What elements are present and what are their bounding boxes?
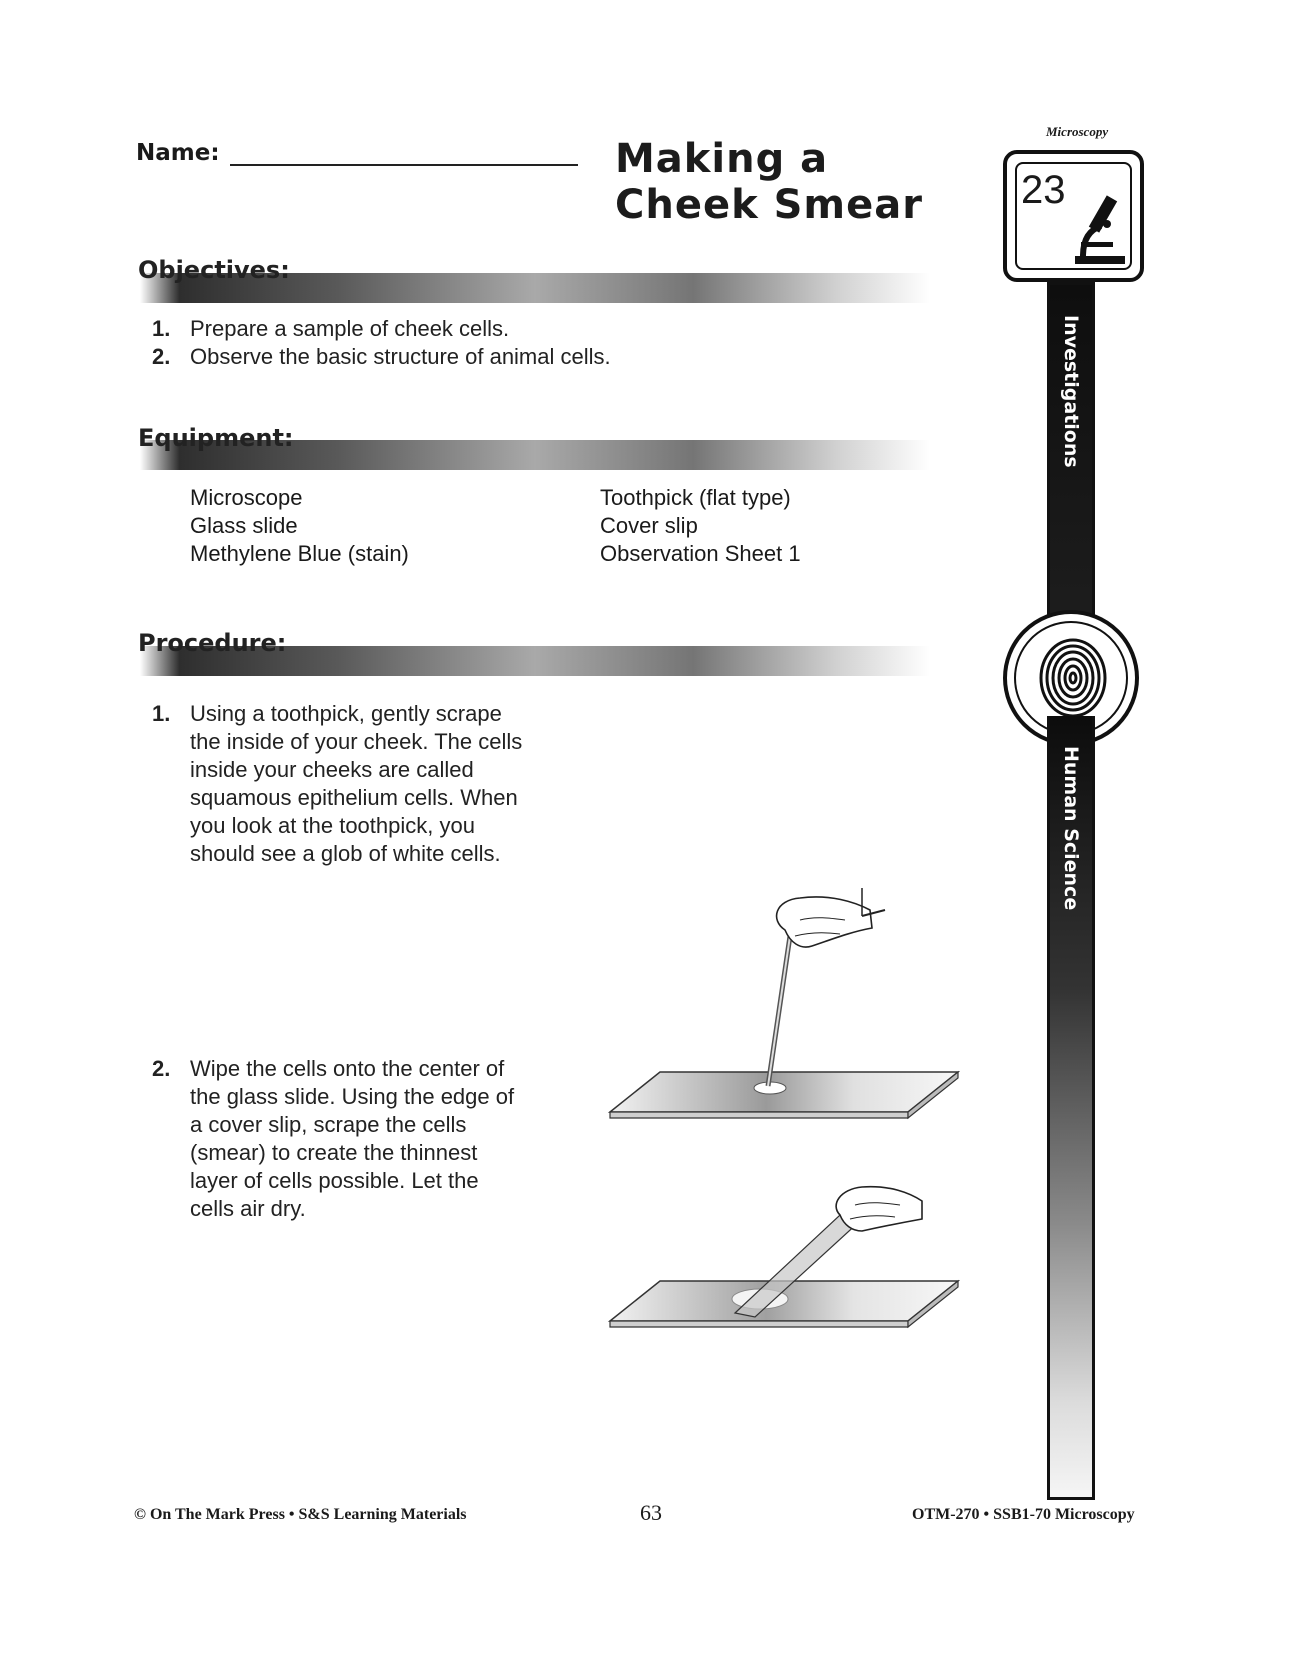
cover-slip-smear-illustration bbox=[600, 1175, 980, 1340]
title-line-2: Cheek Smear bbox=[615, 182, 923, 228]
page-number: 63 bbox=[640, 1500, 662, 1525]
list-item: 1. Prepare a sample of cheek cells. bbox=[152, 316, 510, 341]
equipment-column-1 bbox=[190, 484, 409, 568]
title-line-1: Making a bbox=[615, 136, 829, 182]
list-item: Microscope bbox=[190, 485, 303, 510]
equipment-column-2 bbox=[600, 484, 801, 568]
list-item: Glass slide bbox=[190, 513, 298, 538]
list-item: Observation Sheet 1 bbox=[600, 541, 801, 566]
activity-number: 23 bbox=[1021, 168, 1066, 212]
list-item: Cover slip bbox=[600, 513, 698, 538]
list-item: Methylene Blue (stain) bbox=[190, 541, 409, 566]
toothpick-slide-illustration bbox=[600, 880, 980, 1130]
footer-product-code: OTM-270 • SSB1-70 Microscopy bbox=[912, 1506, 1135, 1523]
name-label: Name: bbox=[136, 140, 220, 166]
list-item: Toothpick (flat type) bbox=[600, 485, 791, 510]
list-item: 2. Observe the basic structure of animal cells. bbox=[152, 344, 611, 369]
side-strip-top bbox=[1047, 282, 1095, 622]
activity-number-badge bbox=[1003, 150, 1144, 282]
name-input-line[interactable] bbox=[230, 164, 578, 166]
procedure-step-2: 2. Wipe the cells onto the center of the glass slide. Using the edge of a cover slip, scrape the cells (smear) to create the thinnest layer of cells possible. Let the cells air dry. bbox=[152, 1056, 515, 1221]
page-title bbox=[615, 136, 923, 228]
equipment-heading: Equipment: bbox=[138, 424, 294, 452]
procedure-heading: Procedure: bbox=[138, 629, 287, 657]
procedure-step-1: 1. Using a toothpick, gently scrape the inside of your cheek. The cells inside your cheeks are called squamous epithelium cells. When you look at the toothpick, you should see a glob of white cells. bbox=[152, 701, 523, 866]
objectives-heading: Objectives: bbox=[138, 256, 290, 284]
investigations-label: Investigations bbox=[1060, 315, 1082, 468]
fingerprint-icon bbox=[1037, 636, 1109, 720]
objectives-list bbox=[152, 315, 611, 371]
category-label: Microscopy bbox=[1046, 124, 1109, 139]
side-strip-bottom bbox=[1047, 716, 1095, 1500]
footer-publisher: © On The Mark Press • S&S Learning Materials bbox=[134, 1506, 467, 1523]
human-science-label: Human Science bbox=[1060, 746, 1082, 911]
microscope-icon bbox=[1067, 190, 1133, 270]
